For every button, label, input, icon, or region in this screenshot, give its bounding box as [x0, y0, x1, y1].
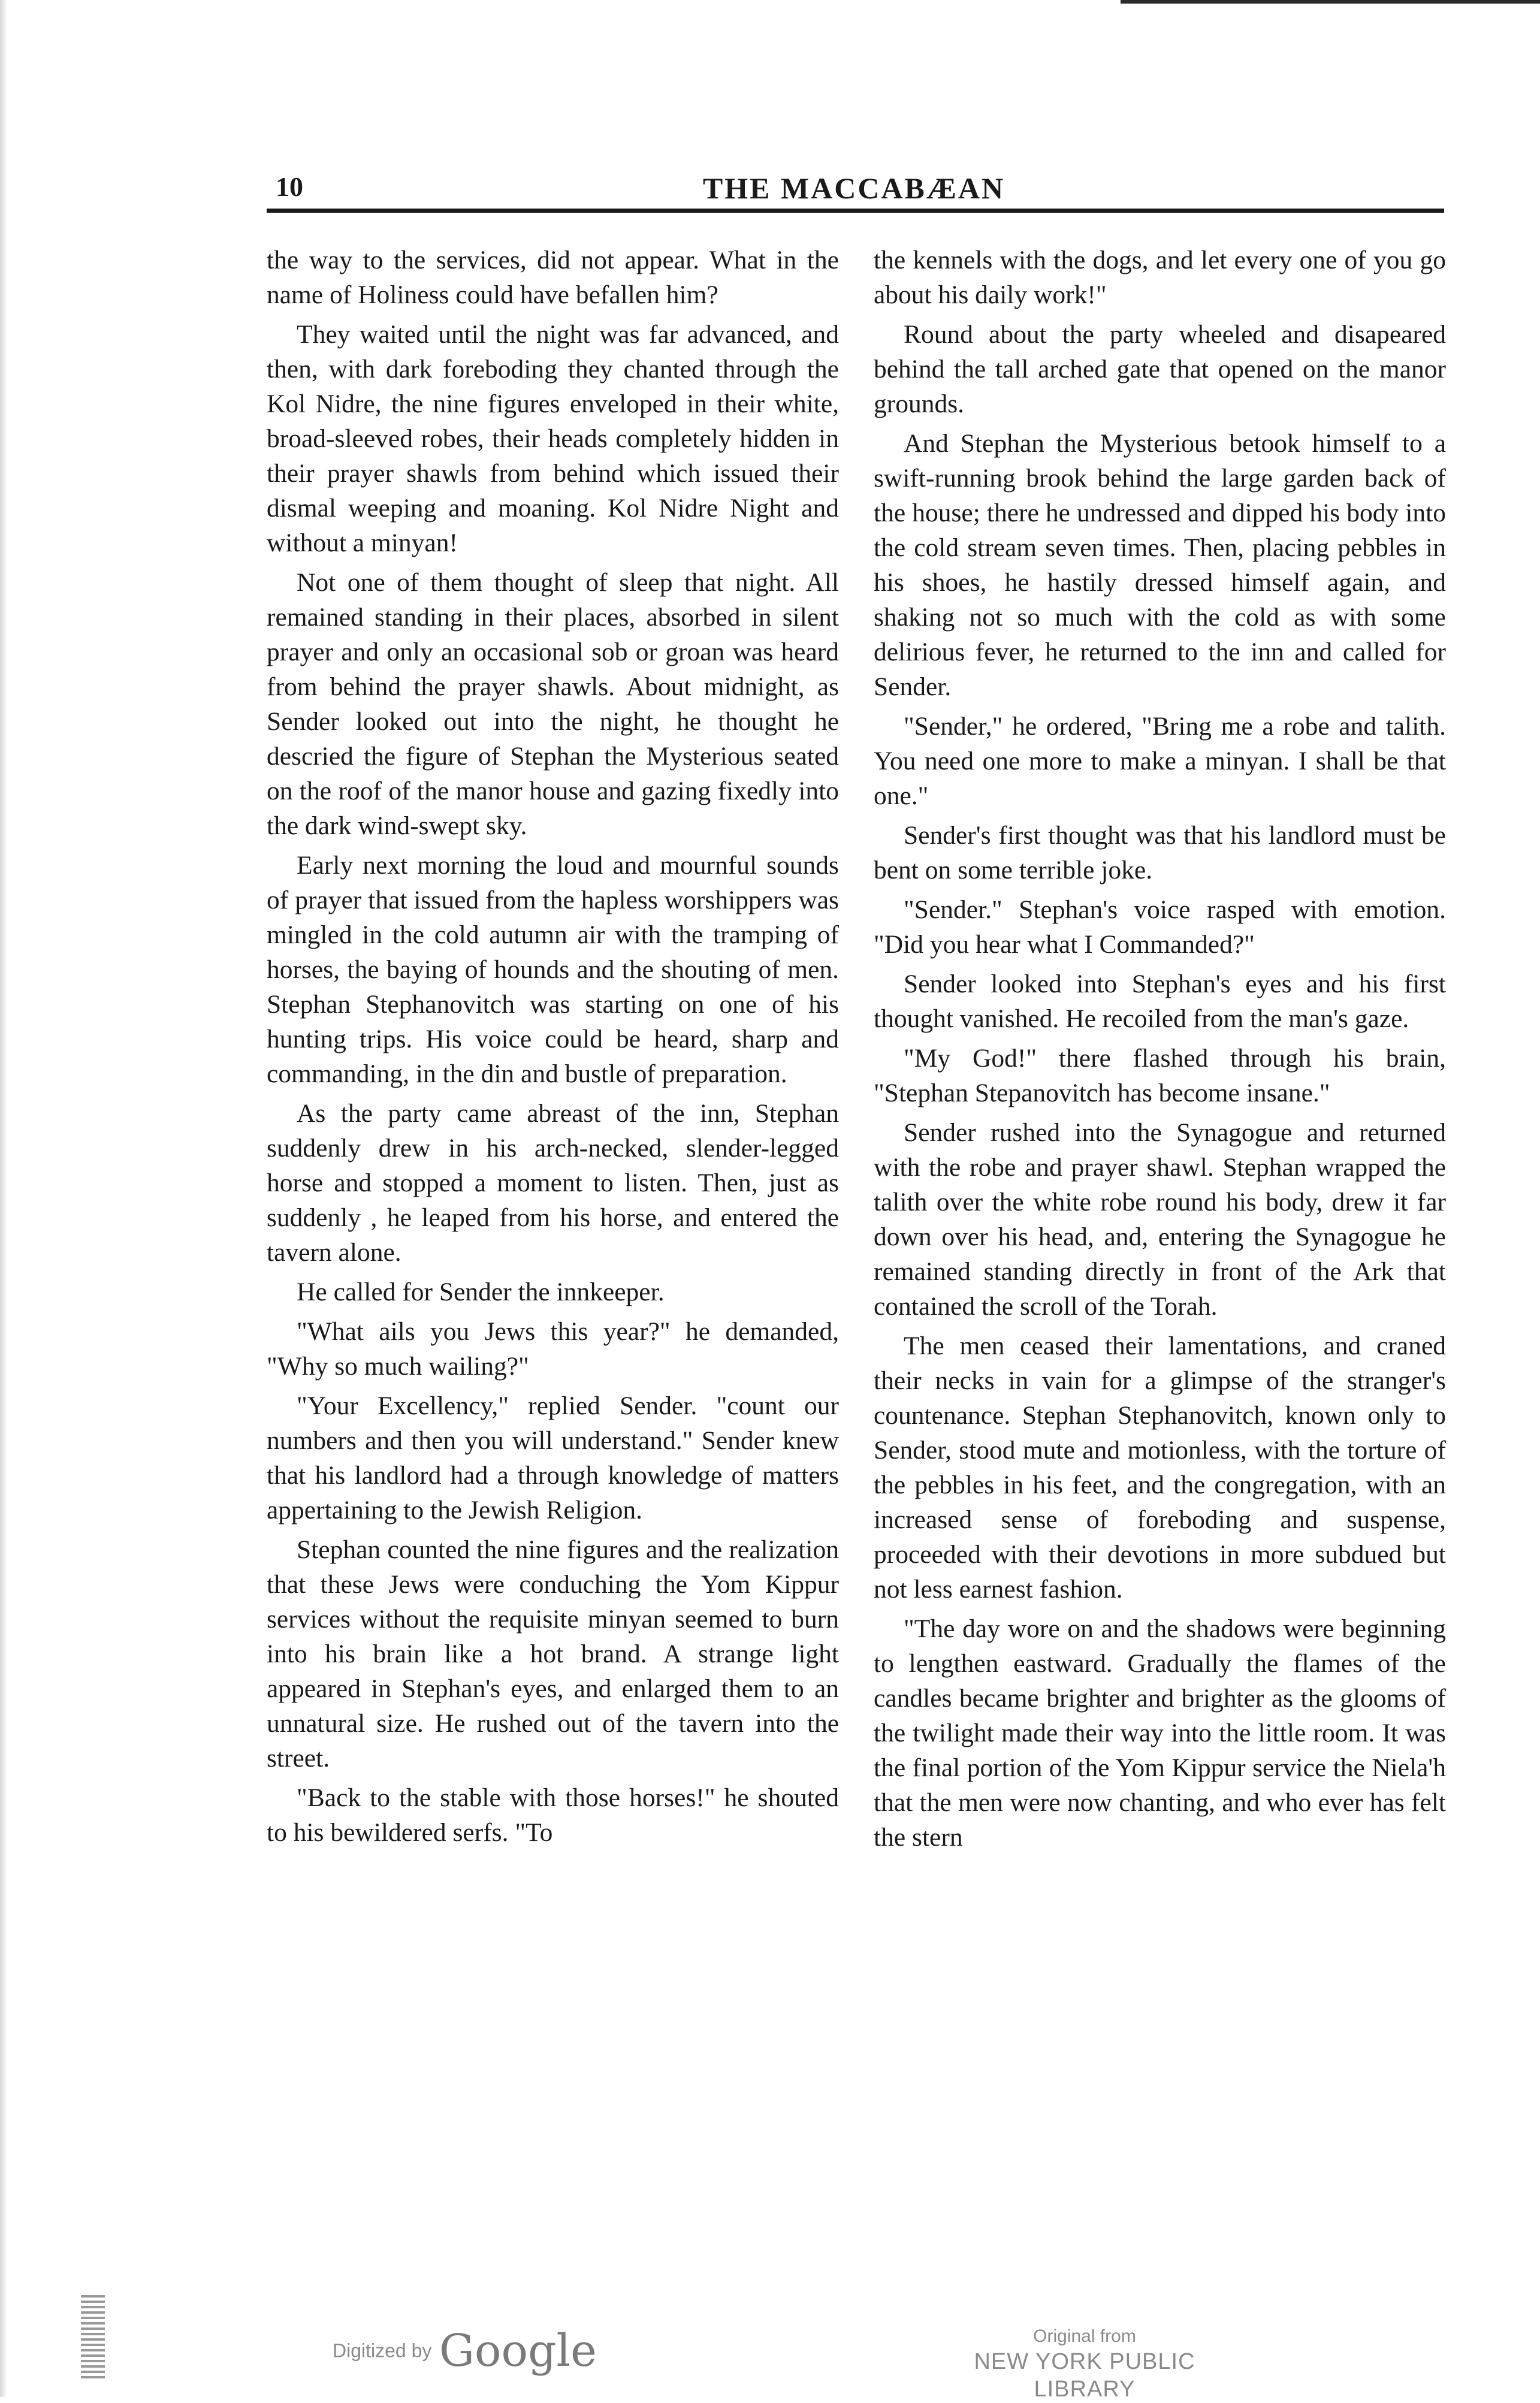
- page-number: 10: [276, 171, 303, 202]
- right-column: [874, 243, 1446, 1859]
- digitized-by-watermark: [333, 2325, 597, 2377]
- paragraph: Round about the party wheeled and disapeared behind the tall arched gate that opened on the manor grounds.: [874, 320, 1446, 418]
- paragraph: "The day wore on and the shadows were beginning to lengthen eastward. Gradually the flames of the candles became brighter and brighter as the glooms of the twilight made their way into the little room. It was the final portion of the Yom Kippur service the Niela'h that the men were now chanting, and who ever has felt the stern: [874, 1614, 1446, 1852]
- paragraph: And Stephan the Mysterious betook himself to a swift-running brook behind the large garden back of the house; there he undressed and dipped his body into the cold stream seven times. Then, placing pebbles in his shoes, he hastily dressed himself again, and shaking not so much with the cold as with some delirious fever, he returned to the inn and called for Sender.: [874, 429, 1446, 701]
- paragraph: "Back to the stable with those horses!" he shouted to his bewildered serfs. "To: [267, 1783, 839, 1847]
- paragraph: As the party came abreast of the inn, Stephan suddenly drew in his arch-necked, slender-legged horse and stopped a moment to listen. Then, just as suddenly , he leaped from his horse, and entered the tavern alone.: [267, 1099, 839, 1267]
- paragraph: Early next morning the loud and mournful sounds of prayer that issued from the hapless worshippers was mingled in the cold autumn air with the tramping of horses, the baying of hounds and the shouting of men. Stephan Stephanovitch was starting on one of his hunting trips. His voice could be heard, sharp and commanding, in the din and bustle of preparation.: [267, 851, 839, 1088]
- paragraph: They waited until the night was far advanced, and then, with dark foreboding they chanted through the Kol Nidre, the nine figures enveloped in their white, broad-sleeved robes, their heads completely hidden in their prayer shawls from behind which issued their dismal weeping and moaning. Kol Nidre Night and without a minyan!: [267, 320, 839, 557]
- paragraph: the way to the services, did not appear. What in the name of Holiness could have befallen him?: [267, 246, 839, 309]
- paragraph: "Sender," he ordered, "Bring me a robe and talith. You need one more to make a minyan. I shall be that one.": [874, 712, 1446, 810]
- header-rule: [267, 209, 1444, 213]
- paragraph: The men ceased their lamentations, and craned their necks in vain for a glimpse of the stranger's countenance. Stephan Stephanovitch, known only to Sender, stood mute and motionless, with the torture of the pebbles in his feet, and the congregation, with an increased sense of foreboding and suspense, proceeded with their devotions in more subdued but not less earnest fashion.: [874, 1332, 1446, 1604]
- google-logo: Google: [439, 2325, 597, 2377]
- paragraph: Stephan counted the nine figures and the realization that these Jews were conduching the Yom Kippur services without the requisite minyan seemed to burn into his brain like a hot brand. A strange light appeared in Stephan's eyes, and enlarged them to an unnatural size. He rushed out of the tavern into the street.: [267, 1535, 839, 1773]
- paragraph: Sender's first thought was that his landlord must be bent on some terrible joke.: [874, 821, 1446, 884]
- left-column: [267, 243, 839, 1855]
- paragraph: Not one of them thought of sleep that night. All remained standing in their places, absorbed in silent prayer and only an occasional sob or groan was heard from behind the prayer shawls. About midnight, as Sender looked out into the night, he thought he descried the figure of Stephan the Mysterious seated on the roof of the manor house and gazing fixedly into the dark wind-swept sky.: [267, 568, 839, 840]
- paragraph: "Sender." Stephan's voice rasped with emotion. "Did you hear what I Commanded?": [874, 895, 1446, 959]
- paragraph: Sender looked into Stephan's eyes and his first thought vanished. He recoiled from the man's gaze.: [874, 970, 1446, 1033]
- page-edge-shadow: [0, 0, 7, 2397]
- paragraph: Sender rushed into the Synagogue and returned with the robe and prayer shawl. Stephan wrapped the talith over the white robe round his body, drew it far down over his head, and, entering the Synagogue he remained standing directly in front of the Ark that contained the scroll of the Torah.: [874, 1118, 1446, 1321]
- scan-edge-stripe: [1121, 0, 1540, 4]
- scan-artifact: [81, 2295, 105, 2379]
- paragraph: He called for Sender the innkeeper.: [297, 1278, 665, 1306]
- original-from-watermark: [935, 2325, 1234, 2403]
- original-label: Original from: [1033, 2326, 1136, 2346]
- running-header: [264, 171, 1444, 213]
- paragraph: the kennels with the dogs, and let every one of you go about his daily work!": [874, 246, 1446, 309]
- library-name: NEW YORK PUBLIC LIBRARY: [974, 2349, 1195, 2402]
- paragraph: "Your Excellency," replied Sender. "count our numbers and then you will understand." Sender knew that his landlord had a through knowledge of matters appertaining to the Jewish Religion.: [267, 1391, 839, 1524]
- paragraph: "What ails you Jews this year?" he demanded, "Why so much wailing?": [267, 1317, 839, 1381]
- digitized-label: Digitized by: [333, 2339, 432, 2362]
- journal-title: THE MACCABÆAN: [702, 171, 1005, 205]
- paragraph: "My God!" there flashed through his brain, "Stephan Stepanovitch has become insane.": [874, 1044, 1446, 1107]
